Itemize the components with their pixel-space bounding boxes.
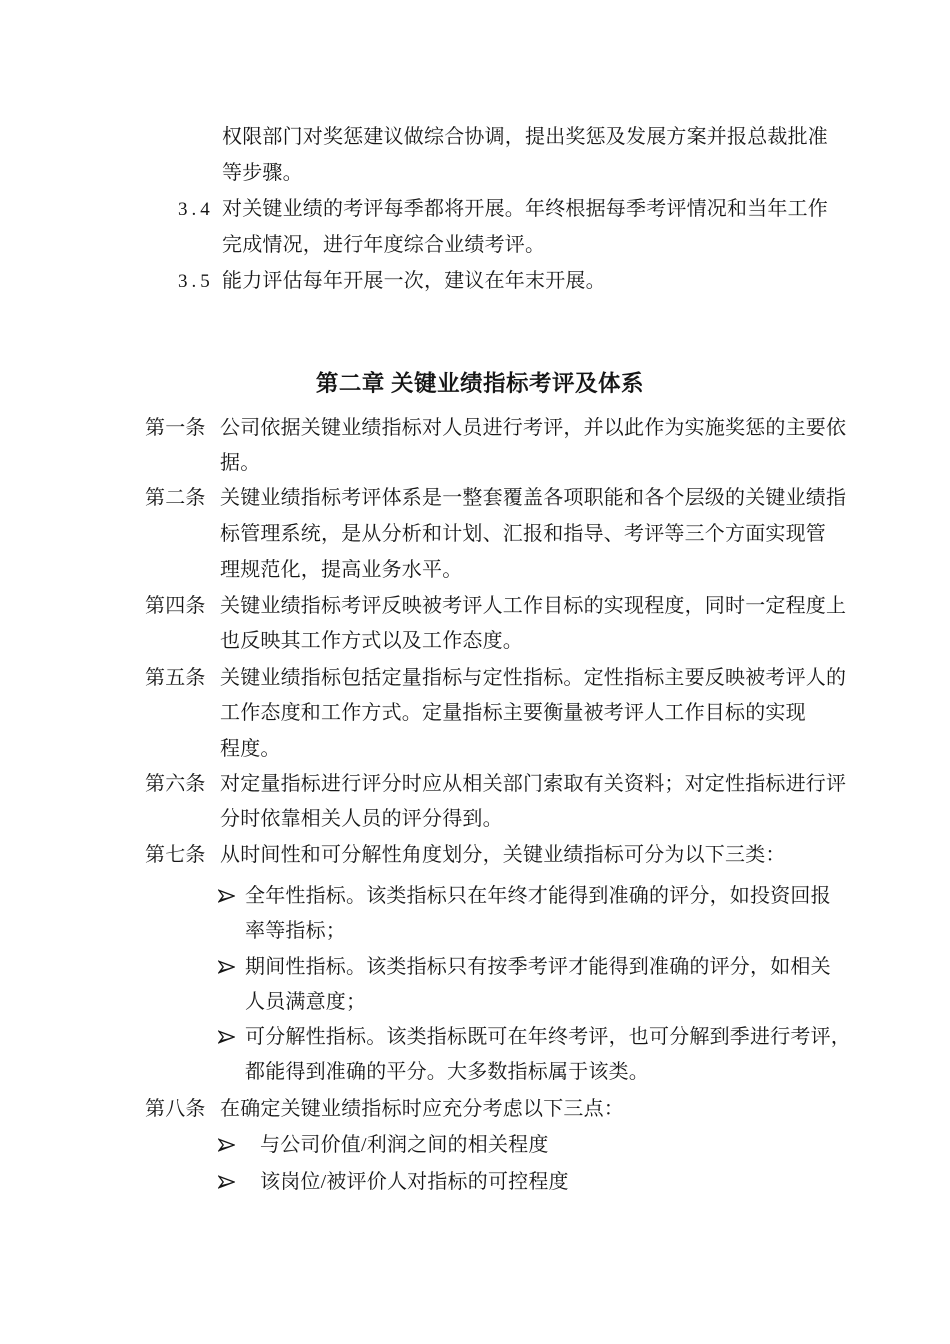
article-line: 程度。: [220, 738, 281, 760]
bullet-line: 该岗位/被评价人对指标的可控程度: [260, 1171, 569, 1193]
article-line: 从时间性和可分解性角度划分，关键业绩指标可分为以下三类：: [220, 844, 786, 866]
bullet-line: 期间性指标。该类指标只有按季考评才能得到准确的评分，如相关: [245, 956, 831, 978]
arrow-bullet-icon: [218, 1030, 235, 1044]
paragraph-line: 权限部门对奖惩建议做综合协调，提出奖惩及发展方案并报总裁批准: [222, 126, 828, 148]
article-line: 分时依靠相关人员的评分得到。: [220, 808, 503, 830]
paragraph-line: 对关键业绩的考评每季都将开展。年终根据每季考评情况和当年工作: [222, 198, 828, 220]
article-line: 理规范化，提高业务水平。: [220, 559, 463, 581]
article-label: 第六条: [145, 773, 206, 795]
article-label: 第一条: [145, 417, 206, 439]
article-label: 第七条: [145, 844, 206, 866]
bullet-line: 人员满意度；: [245, 991, 367, 1013]
article-line: 工作态度和工作方式。定量指标主要衡量被考评人工作目标的实现: [220, 702, 806, 724]
paragraph-line: 等步骤。: [222, 162, 303, 184]
article-line: 关键业绩指标包括定量指标与定性指标。定性指标主要反映被考评人的: [220, 667, 847, 689]
article-label: 第四条: [145, 595, 206, 617]
article-line: 据。: [220, 452, 261, 474]
arrow-bullet-icon: [218, 960, 235, 974]
bullet-line: 都能得到准确的平分。大多数指标属于该类。: [245, 1061, 649, 1083]
bullet-line: 与公司价值/利润之间的相关程度: [260, 1134, 549, 1156]
list-number: 3.4: [178, 199, 214, 220]
bullet-line: 全年性指标。该类指标只在年终才能得到准确的评分，如投资回报: [245, 885, 831, 907]
article-line: 关键业绩指标考评体系是一整套覆盖各项职能和各个层级的关键业绩指: [220, 487, 847, 509]
list-number: 3.5: [178, 271, 214, 292]
article-line: 也反映其工作方式以及工作态度。: [220, 630, 523, 652]
arrow-bullet-icon: [218, 1138, 235, 1152]
article-line: 关键业绩指标考评反映被考评人工作目标的实现程度，同时一定程度上: [220, 595, 847, 617]
article-label: 第二条: [145, 487, 206, 509]
bullet-line: 可分解性指标。该类指标既可在年终考评，也可分解到季进行考评，: [245, 1026, 851, 1048]
paragraph-line: 能力评估每年开展一次，建议在年末开展。: [222, 270, 606, 292]
article-line: 在确定关键业绩指标时应充分考虑以下三点：: [220, 1098, 624, 1120]
article-line: 公司依据关键业绩指标对人员进行考评，并以此作为实施奖惩的主要依: [220, 417, 847, 439]
chapter-heading: 第二章 关键业绩指标考评及体系: [315, 371, 645, 396]
article-line: 标管理系统，是从分析和计划、汇报和指导、考评等三个方面实现管: [220, 523, 826, 545]
arrow-bullet-icon: [218, 889, 235, 903]
article-label: 第八条: [145, 1098, 206, 1120]
bullet-line: 率等指标；: [245, 920, 346, 942]
arrow-bullet-icon: [218, 1175, 235, 1189]
article-line: 对定量指标进行评分时应从相关部门索取有关资料；对定性指标进行评: [220, 773, 847, 795]
paragraph-line: 完成情况，进行年度综合业绩考评。: [222, 234, 546, 256]
article-label: 第五条: [145, 667, 206, 689]
